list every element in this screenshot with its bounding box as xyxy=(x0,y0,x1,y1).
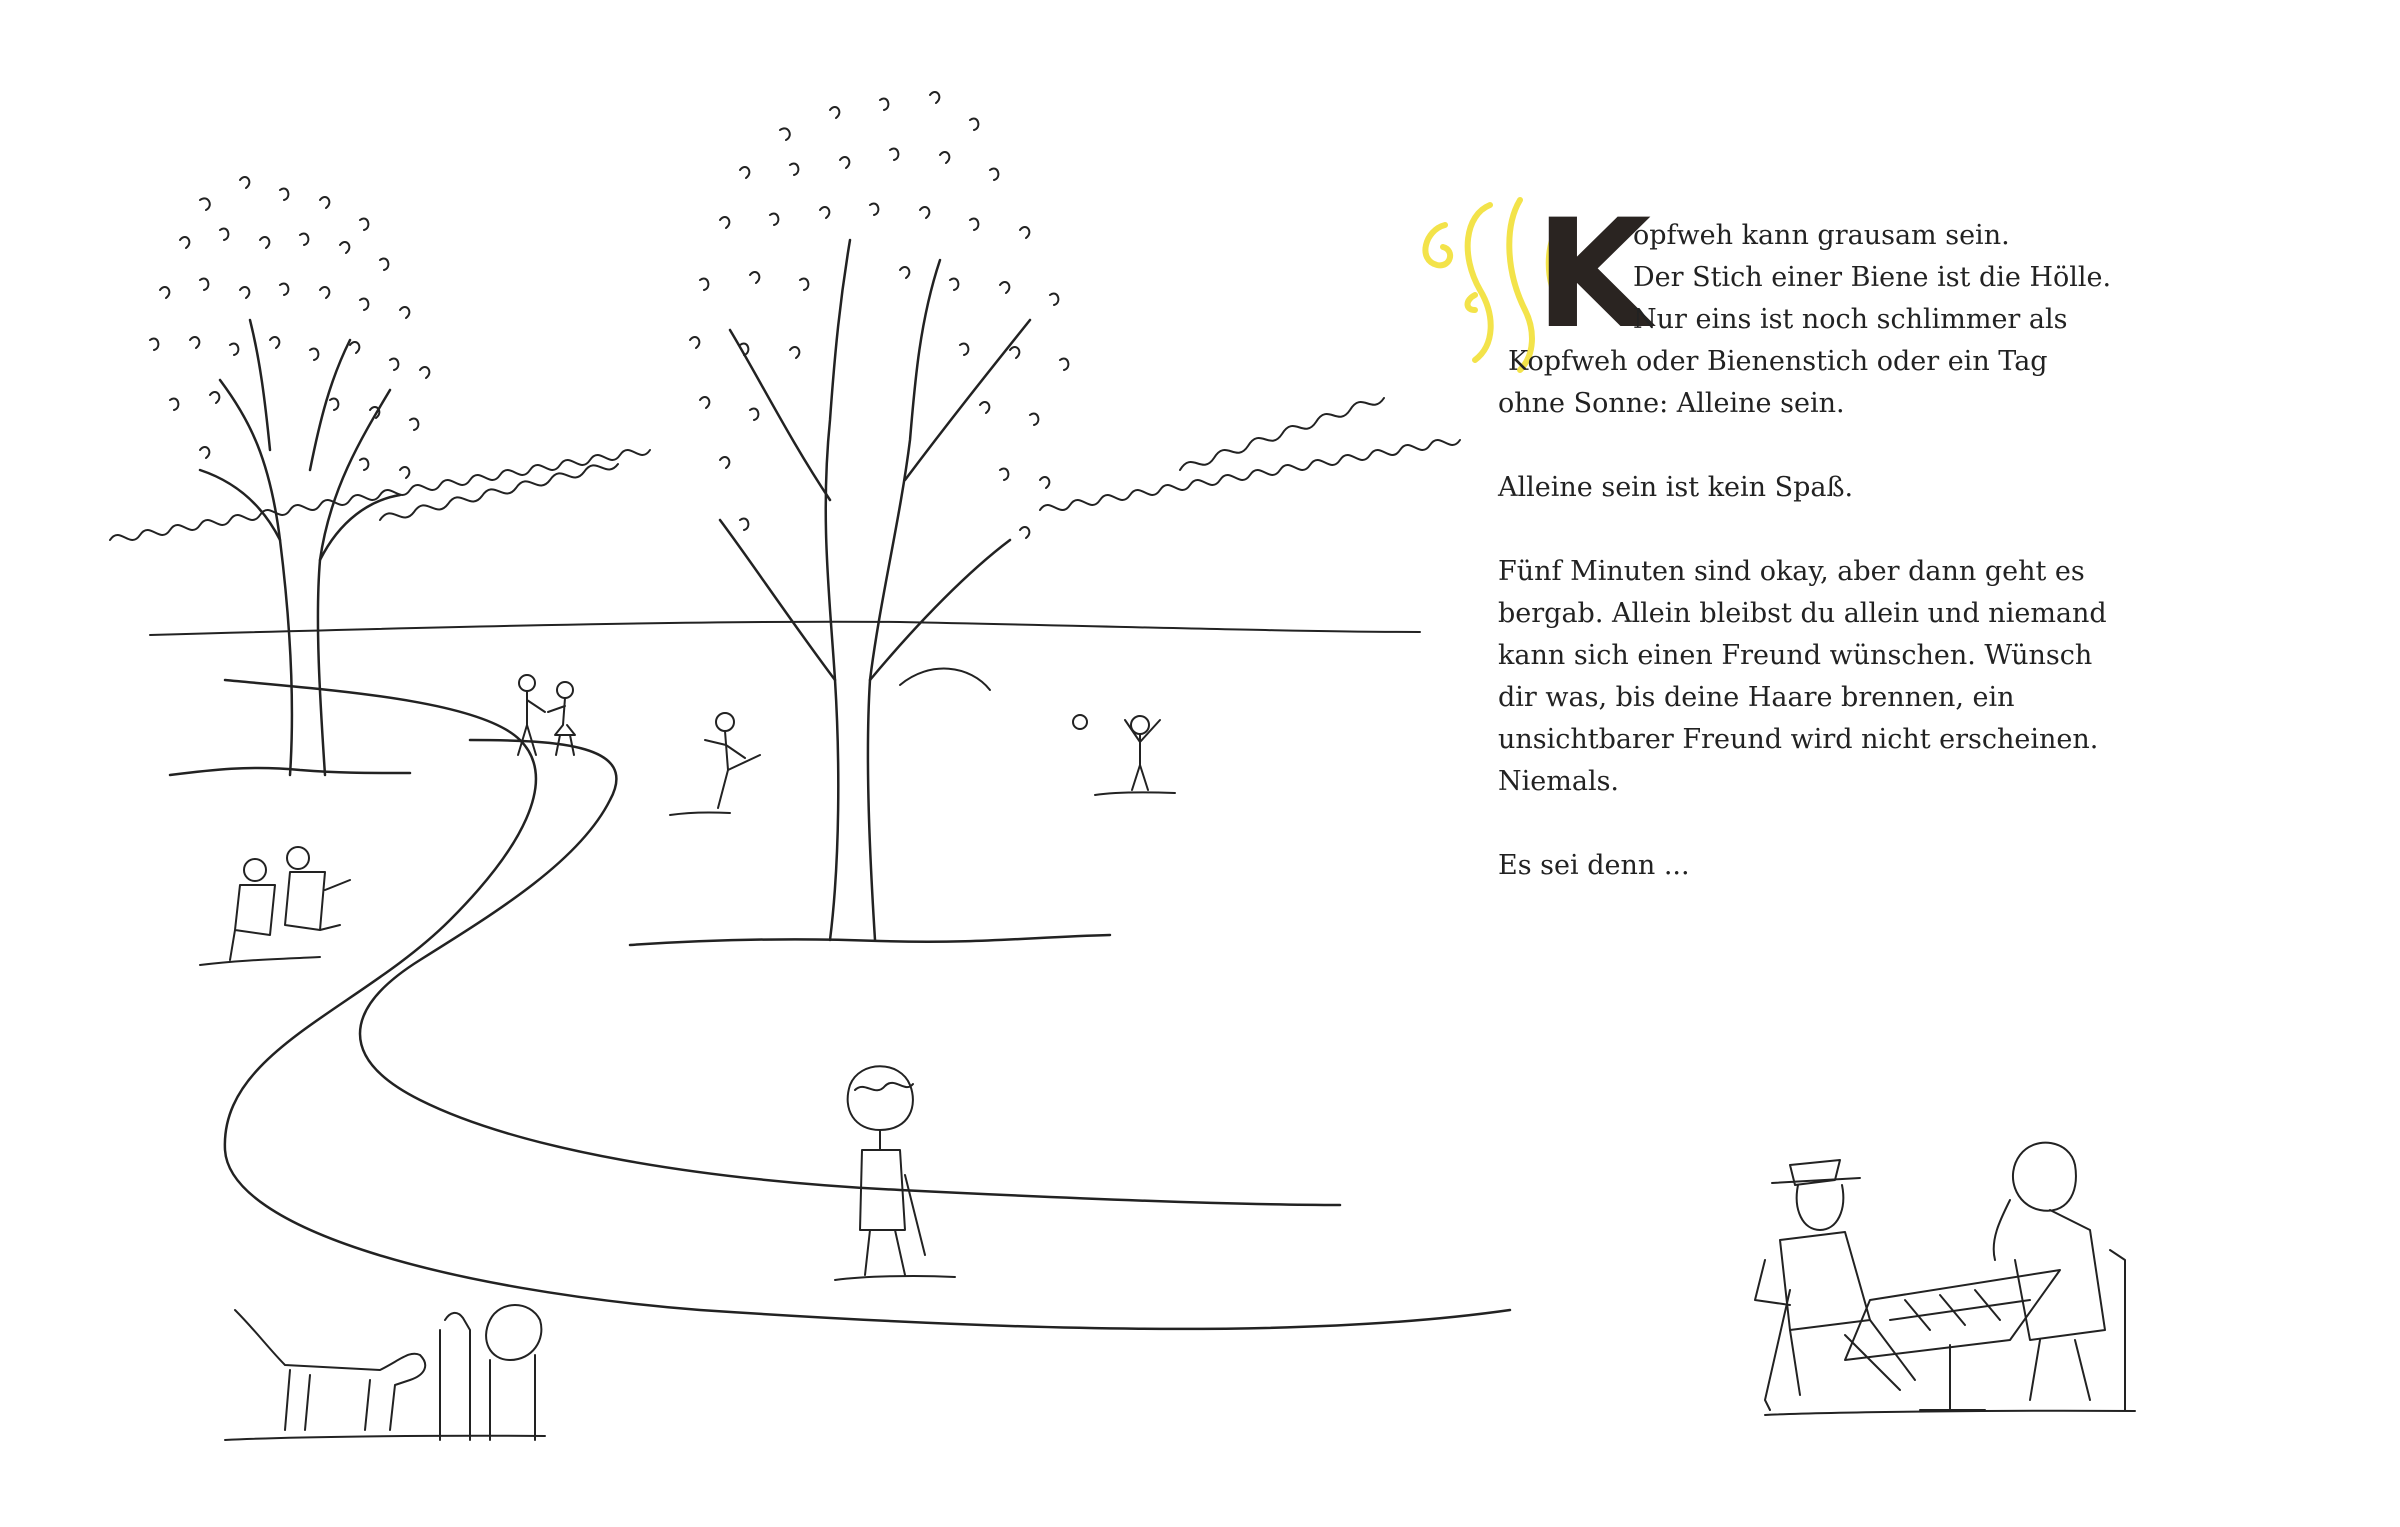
story-paragraph-2: Alleine sein ist kein Spaß. xyxy=(1498,472,1854,503)
horizon-line xyxy=(150,622,1420,635)
dogs xyxy=(225,1305,545,1440)
story-line-3: Nur eins ist noch schlimmer als xyxy=(1633,304,2068,335)
center-tree-leaves xyxy=(690,92,1068,538)
bench-couple xyxy=(200,847,350,965)
story-line-4: Kopfweh oder Bienenstich oder ein Tag xyxy=(1508,346,2048,377)
story-paragraph-3-line-2: bergab. Allein bleibst du allein und niemand xyxy=(1498,598,2107,629)
boy-figure xyxy=(835,1066,955,1280)
story-text xyxy=(1498,215,2258,887)
chess-players xyxy=(1755,1143,2135,1415)
story-paragraph-3-line-5: unsichtbarer Freund wird nicht erscheinen. xyxy=(1498,724,2099,755)
story-paragraph-3-line-6: Niemals. xyxy=(1498,766,1620,797)
story-paragraph-3-line-3: kann sich einen Freund wünschen. Wünsch xyxy=(1498,640,2093,671)
left-tree xyxy=(170,320,410,775)
kicking-child xyxy=(670,713,760,815)
hedge-scribble-right xyxy=(1040,398,1460,510)
story-paragraph-3-line-1: Fünf Minuten sind okay, aber dann geht es xyxy=(1498,556,2085,587)
story-line-5: ohne Sonne: Alleine sein. xyxy=(1498,388,1845,419)
left-tree-leaves xyxy=(150,177,429,478)
cheering-child xyxy=(1095,716,1175,795)
drop-cap-letter: K xyxy=(1535,188,1652,362)
hedge-scribble-left xyxy=(110,450,650,540)
center-tree xyxy=(630,240,1110,945)
story-line-2: Der Stich einer Biene ist die Hölle. xyxy=(1633,262,2112,293)
story-paragraph-3-line-4: dir was, bis deine Haare brennen, ein xyxy=(1498,682,2015,713)
story-line-1: opfweh kann grausam sein. xyxy=(1633,220,2010,251)
soccer-ball xyxy=(900,669,1087,729)
story-paragraph-4: Es sei denn ... xyxy=(1498,850,1690,881)
